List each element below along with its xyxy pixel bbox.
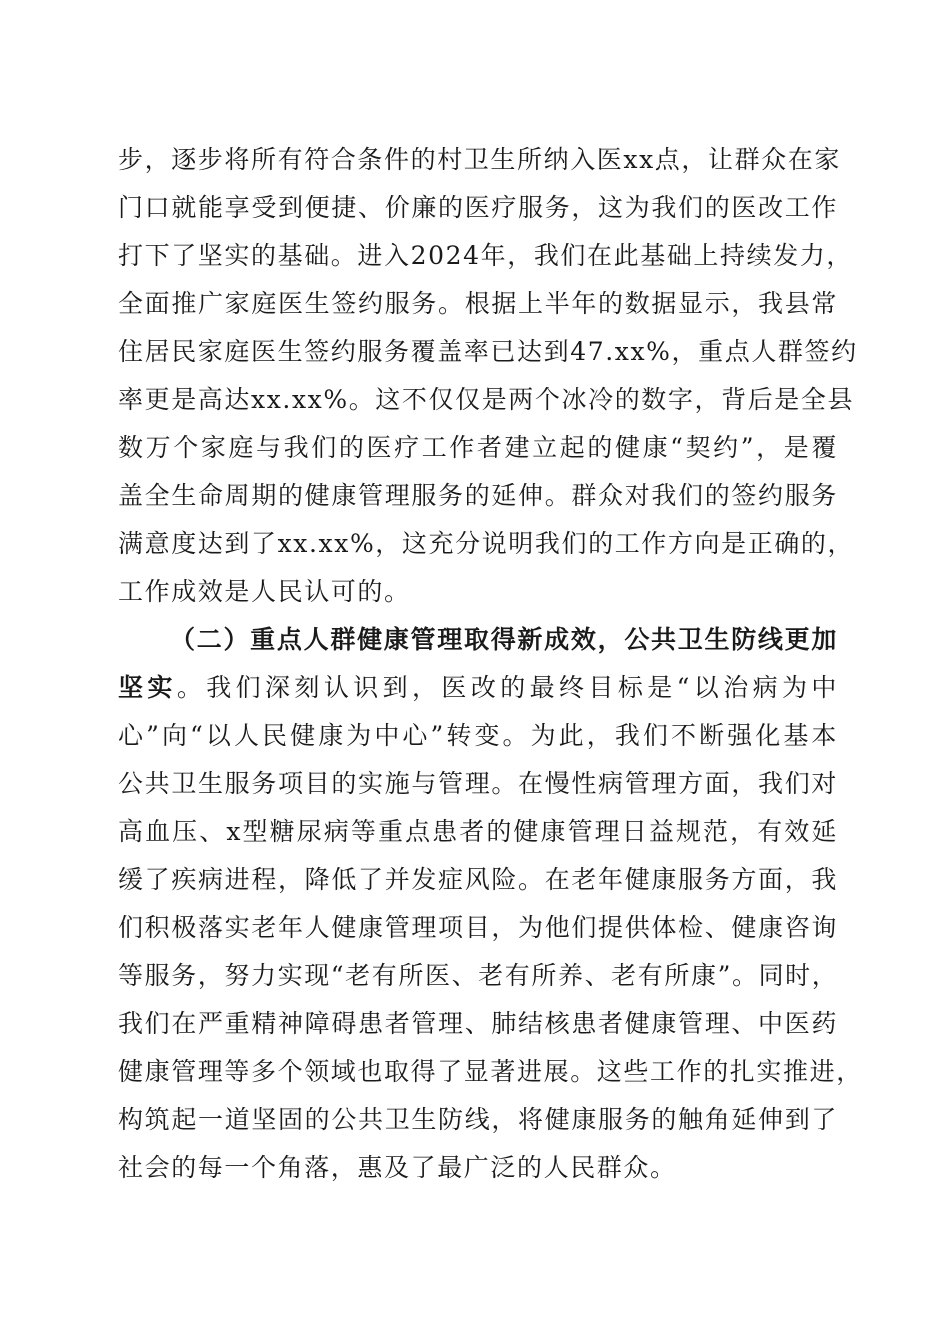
text-line: 盖全生命周期的健康管理服务的延伸。群众对我们的签约服务	[118, 481, 838, 510]
text-line: 健康管理等多个领域也取得了显著进展。这些工作的扎实推进，	[118, 1057, 863, 1086]
text-line: 步，逐步将所有符合条件的村卫生所纳入医xx点，让群众在家	[118, 145, 842, 174]
text-line: 公共卫生服务项目的实施与管理。在慢性病管理方面，我们对	[118, 769, 838, 798]
text-line: 门口就能享受到便捷、价廉的医疗服务，这为我们的医改工作	[118, 193, 838, 222]
text-line: 高血压、x型糖尿病等重点患者的健康管理日益规范，有效延	[118, 817, 838, 846]
heading-continuation-line	[118, 664, 838, 712]
text-line: 率更是高达xx.xx%。这不仅仅是两个冰冷的数字，背后是全县	[118, 385, 855, 414]
paragraph-2	[118, 616, 863, 1192]
text-line: 满意度达到了xx.xx%，这充分说明我们的工作方向是正确的，	[118, 529, 855, 558]
text-line-last: 工作成效是人民认可的。	[118, 577, 411, 606]
text-line: 我们在严重精神障碍患者管理、肺结核患者健康管理、中医药	[118, 1009, 838, 1038]
section-heading: （二）重点人群健康管理取得新成效，公共卫生防线更加	[170, 625, 838, 654]
text-line: 缓了疾病进程，降低了并发症风险。在老年健康服务方面，我	[118, 865, 838, 894]
text-line: 等服务，努力实现“老有所医、老有所养、老有所康”。同时，	[118, 961, 839, 990]
text-line: 数万个家庭与我们的医疗工作者建立起的健康“契约”，是覆	[118, 433, 838, 462]
document-body	[118, 136, 863, 1192]
section-heading-tail: 坚实	[118, 673, 177, 702]
section-body-start: 。我们深刻认识到，医改的最终目标是“以治病为中	[176, 673, 838, 702]
text-line: 构筑起一道坚固的公共卫生防线，将健康服务的触角延伸到了	[118, 1105, 838, 1134]
text-line: 住居民家庭医生签约服务覆盖率已达到47.xx%，重点人群签约	[118, 337, 858, 366]
text-line: 全面推广家庭医生签约服务。根据上半年的数据显示，我县常	[118, 289, 838, 318]
text-line-last: 社会的每一个角落，惠及了最广泛的人民群众。	[118, 1153, 677, 1182]
paragraph-1	[118, 136, 858, 616]
text-line: 心”向“以人民健康为中心”转变。为此，我们不断强化基本	[118, 721, 838, 750]
text-line: 打下了坚实的基础。进入2024年，我们在此基础上持续发力，	[118, 241, 854, 270]
text-line: 们积极落实老年人健康管理项目，为他们提供体检、健康咨询	[118, 913, 838, 942]
